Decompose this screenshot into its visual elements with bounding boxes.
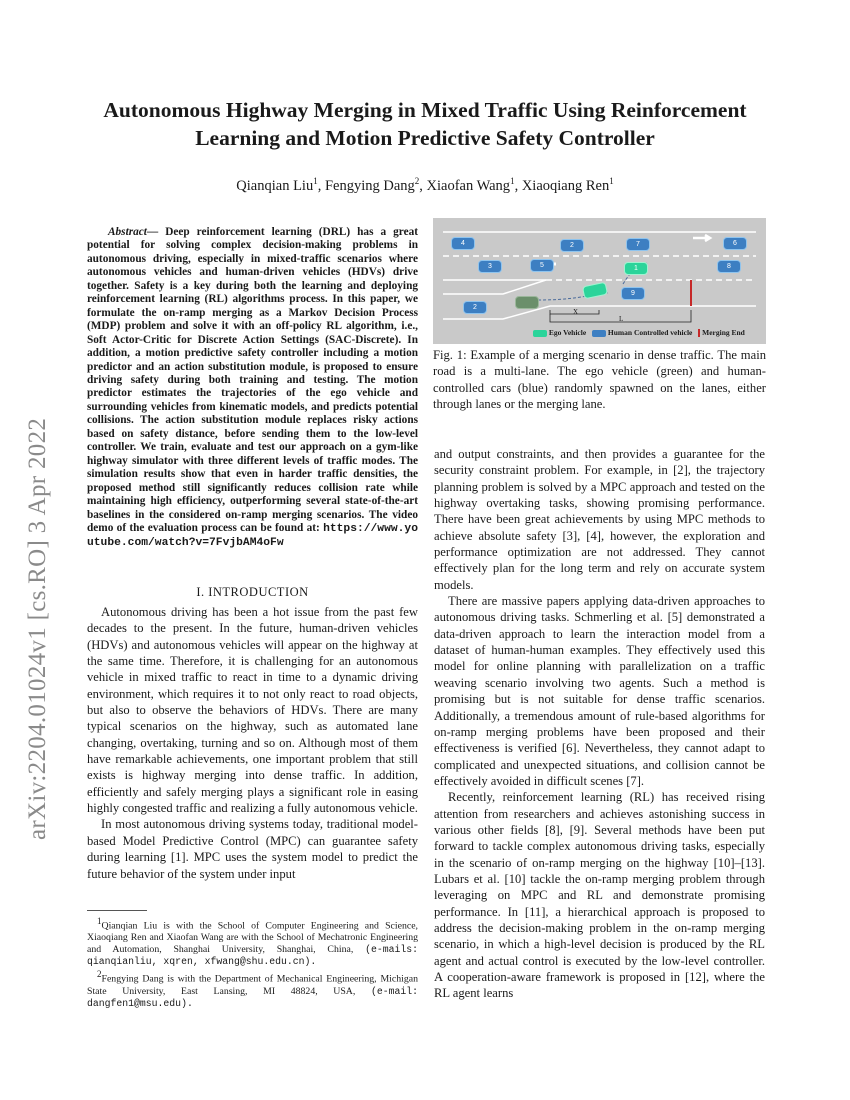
author: Xiaoqiang Ren [521,177,610,194]
figure-caption: Fig. 1: Example of a merging scenario in dense traffic. The main road is a multi-lane. The ego vehicle (green) and human-controlled cars (blue) randomly spawned on the lanes, either through lanes or the merging lane. [433,348,766,411]
human-car: 2 [463,301,487,314]
ego-car: 1 [624,262,648,275]
footnote [87,915,418,968]
legend-label: Human Controlled vehicle [607,328,693,337]
footnote-emails: (e-mail: dangfen1@msu.edu). [87,985,418,1009]
author-list: Qianqian Liu$^1$, Fengying Dang$^2$, Xiaofan Wang$^1$, Xiaoqiang Ren$^1$ [236,176,614,194]
paragraph: There are massive papers applying data-driven approaches to autonomous driving tasks. Schmerling et al. [5] demonstrated a data-driven approach to learn the interaction model from a dataset of human-human examples. They effectively used this model for online planning with parallelization on a traffic weaving scenario involving two agents. Such a method is promising but is not suitable for dense traffic scenarios. Additionally, a tremendous amount of rule-based algorithms for on-ramp merging problems have been proposed and their effectiveness is verified [6]. Nevertheless, they cannot adapt to complicated and unexpected situations, and collision cannot be effectively avoided in difficult scenes [7]. [434,594,765,788]
ego-legend-icon [533,330,547,337]
footnote-text: Qianqian Liu is with the School of Computer Engineering and Science, Xiaoqiang Ren and Xiaofan Wang are with the School of Mechatronic Engineering and Automation, Shanghai University, Shanghai, China, [87,920,418,956]
figure-merging-scenario [433,218,766,344]
paragraph: Recently, reinforcement learning (RL) has received rising attention from researchers and achieves astonishing success in various other fields [8], [9]. Several methods have been put forward to tackle complex autonomous driving tasks, especially in the scenario of on-ramp merging on the highway [10]–[13]. Lubars et al. [10] tackle the on-ramp merging problem through leveraging on MPC and RL and demonstrate promising performance. In [11], a hierarchical approach is proposed to address the decision-making problem in the on-ramp merging scenario, in which a high-level decision is produced by the RL agent and actual control is executed by the low-level controller. A cooperation-aware framework is proposed in [12], where the RL agent learns [434,790,765,1001]
human-legend-icon [592,330,606,337]
footnotes [87,915,418,1010]
abstract-label: Abstract [107,226,147,238]
left-column-text [87,604,418,882]
footnote-text: Fengying Dang is with the Department of Mechanical Engineering, Michigan State University, East Lansing, MI 48824, USA, [87,973,418,997]
section-heading: I. INTRODUCTION [196,585,309,599]
dimension-x: X [573,308,579,316]
author: Qianqian Liu [236,177,314,194]
human-car: 4 [451,237,475,250]
paper-title: Autonomous Highway Merging in Mixed Traffic Using Reinforcement Learning and Motion Predictive Safety Controller [103,98,747,150]
video-link[interactable]: https://www.youtube.com/watch?v=7FvjbAM4oFw [87,522,418,550]
road-diagram [433,218,766,344]
affiliation-mark: 1 [313,176,318,186]
human-car: 9 [621,287,645,300]
paragraph: and output constraints, and then provides a guarantee for the security constraint problem. For example, in [2], the trajectory planning problem is solved by a MPC approach and tested on the highway overtaking tasks, showing promising performance. There have been great achievements by using MPC methods to achieve absolute safety [3], [4], however, the exploration and performance optimization are not addressed. They cannot effectively plan for the long term and rely on accurate system models. [434,447,765,592]
abstract [87,226,418,551]
arxiv-identifier: arXiv:2204.01024v1 [cs.RO] 3 Apr 2022 [24,417,51,840]
paragraph: Autonomous driving has been a hot issue from the past few decades to the present. In the future, human-driven vehicles (HDVs) and autonomous vehicles will appear on the highway at the same time. Therefore, it is challenging for an autonomous vehicle in mixed traffic to react in time to a dynamic driving environment, which requires it to not only react to road objects, but also to observe the behaviors of HDVs. There are many typical scenarios on the highway, such as automated lane changing, overtaking, turning and so on. Although most of them have remarkable achievements, one important problem that still exists is highway merging into dense traffic. In addition, efficiently and safely merging plays a significant role in easing highly congested traffic and realizing a fully autonomous vehicle. [87,605,418,816]
human-car: 6 [723,237,747,250]
footnote-emails: (e-mails: qianqianliu, xqren, xfwang@shu.edu.cn). [87,944,418,968]
affiliation-mark: 2 [414,176,420,186]
paragraph: In most autonomous driving systems today, traditional model-based Model Predictive Control (MPC) can guarantee safety during learning [1]. MPC uses the system model to predict the future behavior of the system under input [87,817,418,881]
footnote [87,968,418,1009]
abstract-text: — Deep reinforcement learning (DRL) has a great potential for solving complex decision-making problems in autonomous driving, especially in mixed-traffic scenarios where autonomous vehicles and human-driven vehicles (HDVs) drive together. Safety is a key during both the learning and deploying reinforcement learning (RL) algorithms process. In this paper, we formulate the on-ramp merging as a Markov Decision Process (MDP) problem and solve it with an off-policy RL algorithm, i.e., Soft Actor-Critic for Discrete Action Settings (SAC-Discrete). In addition, a motion predictive safety controller including a motion predictor and an action substitution module, is proposed to ensure driving safety during both training and testing. The motion predictor estimates the trajectories of the ego vehicle and surrounding vehicles from kinematic models, and predicts potential collisions. The action substitution module replaces risky actions based on safety distance, before sending them to the low-level controller. We train, evaluate and test our approach on a gym-like highway simulator with three different levels of traffic modes. The simulation results show that even in harder traffic densities, the proposed method still significantly reduces collision rate while maintaining high efficiency, outperforming several state-of-the-art baselines in the considered on-ramp merging scenarios. The video demo of the evaluation process can be found at: [87,226,418,534]
dimension-l: L [619,315,624,323]
human-car: 8 [717,260,741,273]
affiliation-mark: 1 [510,176,515,186]
legend-label: Ego Vehicle [548,328,587,337]
human-car: 2 [560,239,584,252]
footnote-mark: 1 [97,916,102,926]
footnote-mark: 2 [97,969,102,980]
legend-label: Merging End [702,328,745,337]
affiliation-mark: 1 [609,176,614,186]
right-column-text [434,446,765,1002]
merging-end-legend-icon [698,329,700,337]
footnote-rule [87,910,147,911]
human-car: 3 [478,260,502,273]
human-car: 7 [626,238,650,251]
author: Xiaofan Wang [426,177,511,194]
human-car: 5 [530,259,554,272]
ego-car-start [515,296,539,309]
figure-legend [533,328,745,337]
author: Fengying Dang [324,177,415,194]
